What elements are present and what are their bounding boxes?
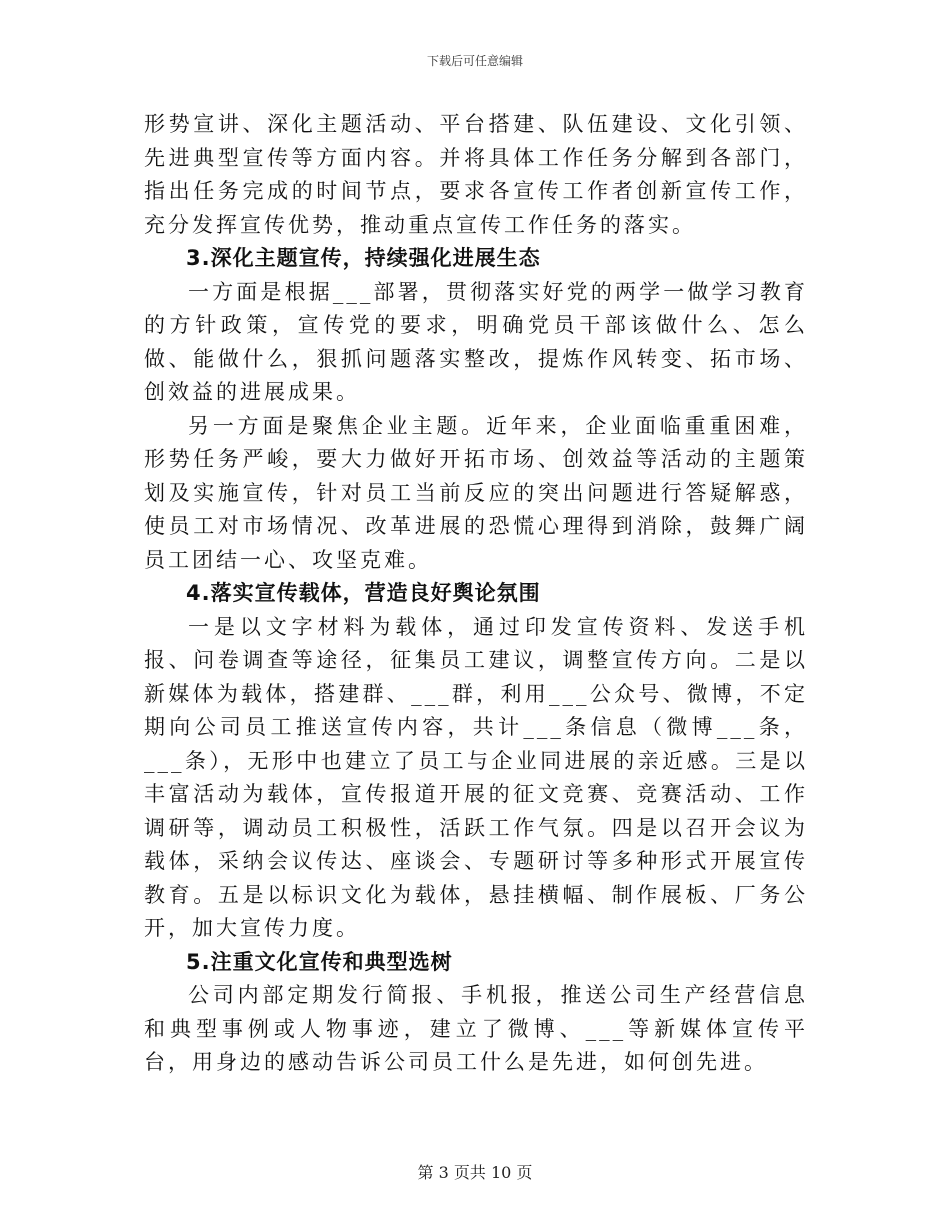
- section-heading-3: 3.深化主题宣传，持续强化进展生态: [186, 246, 541, 270]
- page-header: 下载后可任意编辑: [426, 54, 523, 68]
- paragraph-continuation: 形势宣讲、深化主题活动、平台搭建、队伍建设、文化引领、先进典型宣传等方面内容。并将具体工作任务分解到各部门，指出任务完成的时间节点，要求各宣传工作者创新宣传工作，充分发挥宣传优势，推动重点宣传工作任务的落实。: [144, 112, 808, 237]
- paragraph-theme-party: 一方面是根据___部署，贯彻落实好党的两学一做学习教育的方针政策，宣传党的要求，明确党员干部该做什么、怎么做、能做什么，狠抓问题落实整改，提炼作风转变、拓市场、创效益的进展成果。: [144, 279, 808, 404]
- document-body: [144, 108, 808, 1080]
- page-footer: 第 3 页共 10 页: [417, 1163, 533, 1182]
- section-heading-4: 4.落实宣传载体，营造良好舆论氛围: [186, 581, 541, 605]
- paragraph-culture: 公司内部定期发行简报、手机报，推送公司生产经营信息和典型事例或人物事迹，建立了微博、___等新媒体宣传平台，用身边的感动告诉公司员工什么是先进，如何创先进。: [144, 983, 808, 1074]
- paragraph-carriers: 一是以文字材料为载体，通过印发宣传资料、发送手机报、问卷调查等途径，征集员工建议，调整宣传方向。二是以新媒体为载体，搭建群、___群，利用___公众号、微博，不定期向公司员工推送宣传内容，共计___条信息（微博___条，___条），无形中也建立了员工与企业同进展的亲近感。三是以丰富活动为载体，宣传报道开展的征文竞赛、竞赛活动、工作调研等，调动员工积极性，活跃工作气氛。四是以召开会议为载体，采纳会议传达、座谈会、专题研讨等多种形式开展宣传教育。五是以标识文化为载体，悬挂横幅、制作展板、厂务公开，加大宣传力度。: [144, 614, 808, 940]
- section-heading-5: 5.注重文化宣传和典型选树: [186, 949, 453, 974]
- paragraph-theme-enterprise: 另一方面是聚焦企业主题。近年来，企业面临重重困难，形势任务严峻，要大力做好开拓市场、创效益等活动的主题策划及实施宣传，针对员工当前反应的突出问题进行答疑解惑，使员工对市场情况、改革进展的恐慌心理得到消除，鼓舞广阔员工团结一心、攻坚克难。: [144, 413, 808, 572]
